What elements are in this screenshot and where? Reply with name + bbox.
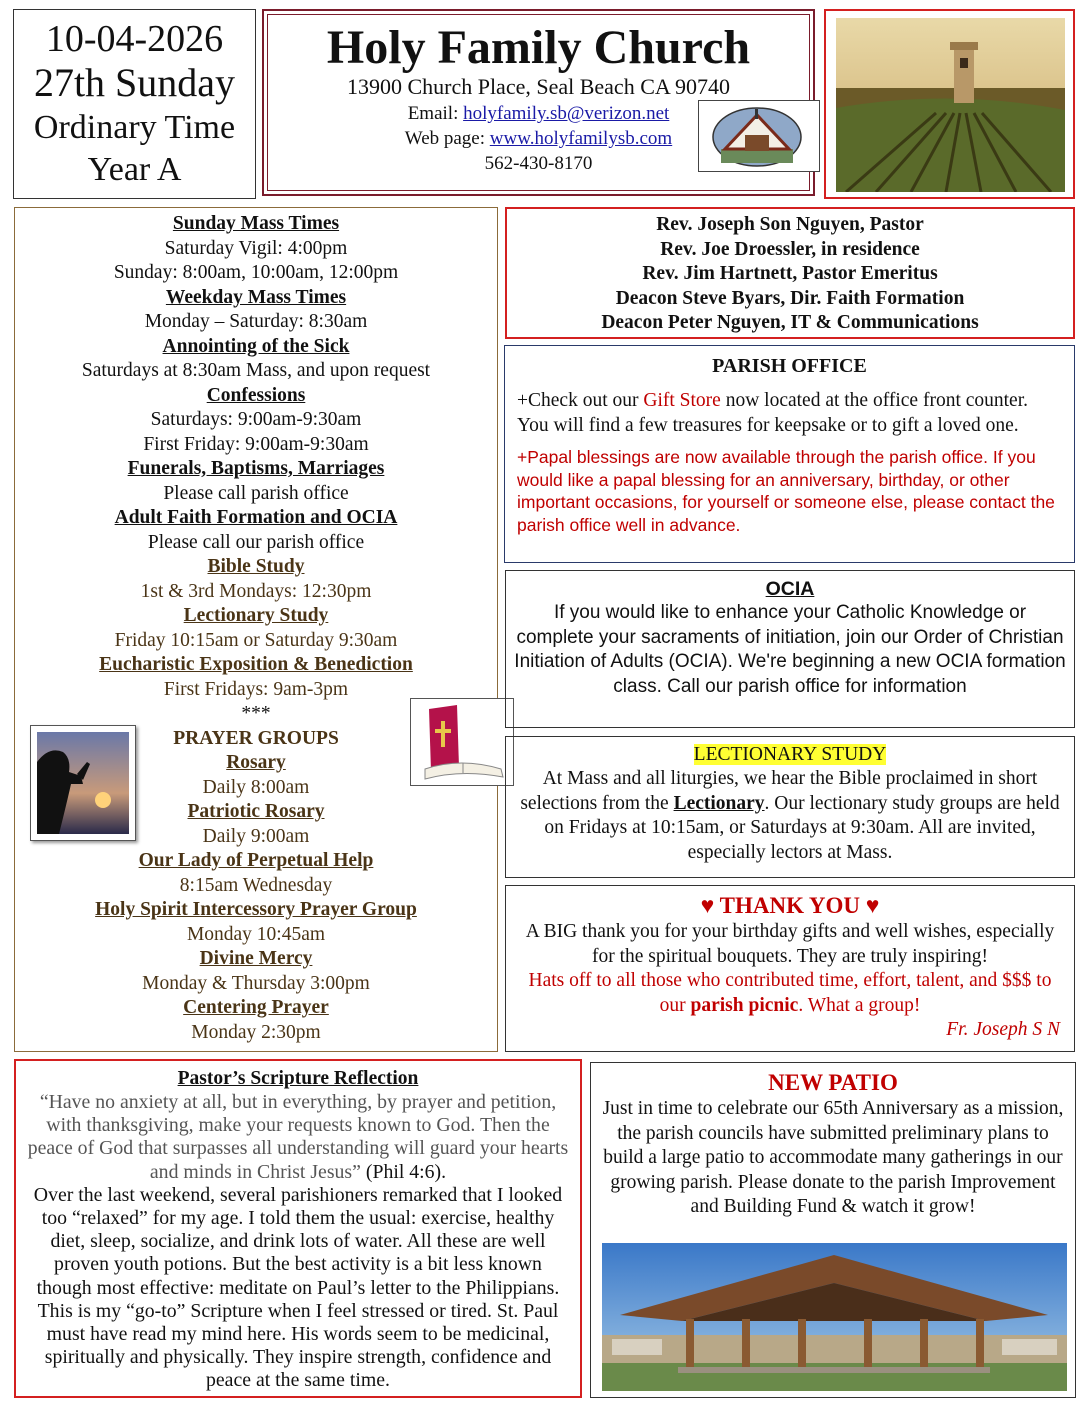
holy-spirit-text: Monday 10:45am	[186, 923, 326, 945]
rosary-text: Daily 8:00am	[202, 776, 310, 798]
clergy-deacon-faith: Deacon Steve Byars, Dir. Faith Formation	[615, 287, 965, 309]
thank-you-heading: ♥ THANK YOU ♥	[700, 893, 880, 918]
adult-formation-text: Please call our parish office	[147, 531, 365, 553]
lectionary-book-frame	[410, 698, 514, 786]
funerals-heading: Funerals, Baptisms, Marriages	[127, 458, 385, 479]
church-logo-frame	[698, 100, 820, 172]
email-link[interactable]: holyfamily.sb@verizon.net	[463, 103, 670, 124]
date-box	[13, 9, 256, 199]
centering-prayer-heading: Centering Prayer	[183, 997, 329, 1018]
reflection-body: Over the last weekend, several parishioners remarked that I looked too “relaxed” for my age. I told them the usual: exercise, healthy diet, sleep, socialize, and drink lots of water. All these are well proven youth potions. But the best activity is a bit less known though most effective: meditate on Paul’s letter to the Philippians. This is my “go-to” Scripture when I feel stressed or tired. St. Paul must have read my mind here. His words seem to be medicinal, spiritually and physically. They inspire strength, confidence and peace at the same time.	[33, 1183, 563, 1392]
confessions-saturday: Saturdays: 9:00am-9:30am	[150, 409, 362, 430]
weekday-mass-heading: Weekday Mass Times	[165, 286, 347, 308]
gift-store-link: Gift Store	[643, 390, 721, 411]
rosary-heading: Rosary	[226, 752, 286, 773]
church-name: Holy Family Church	[326, 21, 751, 74]
divine-mercy-text: Monday & Thursday 3:00pm	[142, 972, 370, 994]
gift-store-pre: +Check out our	[517, 390, 644, 411]
picnic-pre: Hats off to all those who contributed time, effort, talent, and $$$ to our	[528, 970, 1052, 1016]
lectionary-study-title	[514, 743, 1066, 767]
patriotic-rosary-text: Daily 9:00am	[202, 825, 310, 847]
lectionary-body-pre: At Mass and all liturgies, we hear the Bible proclaimed in short selections from the	[520, 768, 1038, 814]
church-logo-image	[699, 101, 819, 171]
praying-image	[37, 732, 129, 834]
adult-formation-heading: Adult Faith Formation and OCIA	[114, 507, 398, 528]
sunday-times: Sunday: 8:00am, 10:00am, 12:00pm	[113, 262, 399, 283]
liturgical-season: Ordinary Time	[33, 109, 236, 146]
thank-you-picnic	[514, 969, 1066, 1018]
lectionary-study-text: Friday 10:15am or Saturday 9:30am	[114, 629, 398, 651]
reflection-box	[14, 1059, 582, 1398]
thank-you-text: A BIG thank you for your birthday gifts and well wishes, especially for the spiritual bouquets. They are truly inspiring!	[525, 921, 1055, 967]
clergy-deacon-it: Deacon Peter Nguyen, IT & Communications	[601, 312, 979, 333]
patio-image-frame	[602, 1243, 1067, 1391]
lectionary-book-image	[411, 699, 513, 785]
picnic-bold: parish picnic	[690, 994, 799, 1016]
vineyard-frame	[824, 9, 1075, 199]
lectionary-study-highlight: LECTIONARY STUDY	[693, 744, 887, 765]
bible-study-heading: Bible Study	[207, 556, 305, 577]
reflection-quote: “Have no anxiety at all, but in everything, by prayer and petition, with thanksgiving, make your requests known to God. Then the peace of God that surpasses all understanding will guard your hearts and minds in Christ Jesus”	[27, 1091, 569, 1183]
clergy-in-residence: Rev. Joe Droessler, in residence	[660, 238, 920, 260]
new-patio-text: Just in time to celebrate our 65th Anniversary as a mission, the parish councils have submitted preliminary plans to build a large patio to accommodate many gatherings in our growing parish. Please donate to the parish Improvement and Building Fund & watch it grow!	[602, 1098, 1064, 1217]
clergy-box	[505, 207, 1075, 339]
sunday-mass-heading: Sunday Mass Times	[172, 213, 340, 234]
parish-office-heading: PARISH OFFICE	[712, 355, 867, 377]
reflection-citation: (Phil 4:6).	[360, 1160, 447, 1183]
sunday-title: 27th Sunday	[33, 60, 236, 105]
thank-you-box	[505, 885, 1075, 1052]
lectionary-body-bold: Lectionary	[673, 792, 765, 814]
gift-store-text	[517, 389, 1062, 438]
prayer-groups-heading: PRAYER GROUPS	[173, 727, 339, 749]
eucharistic-heading: Eucharistic Exposition & Benediction	[99, 654, 413, 675]
saturday-vigil: Saturday Vigil: 4:00pm	[164, 237, 348, 259]
papal-blessing-text: +Papal blessings are now available through the parish office. If you would like a papal blessing for an anniversary, birthday, or other important occasions, for yourself or someone else, please contact the parish office well in advance.	[517, 447, 1055, 535]
patriotic-rosary-heading: Patriotic Rosary	[187, 801, 325, 822]
church-address: 13900 Church Place, Seal Beach CA 90740	[346, 74, 731, 99]
holy-spirit-heading: Holy Spirit Intercessory Prayer Group	[95, 899, 417, 920]
web-link[interactable]: www.holyfamilysb.com	[489, 128, 673, 149]
new-patio-heading: NEW PATIO	[768, 1070, 898, 1095]
anointing-text: Saturdays at 8:30am Mass, and upon request	[81, 360, 431, 381]
bible-study-text: 1st & 3rd Mondays: 12:30pm	[140, 580, 372, 602]
anointing-heading: Annointing of the Sick	[162, 335, 350, 357]
clergy-pastor: Rev. Joseph Son Nguyen, Pastor	[656, 214, 924, 235]
lectionary-body-post: . Our lectionary study groups are held on Fridays at 10:15am, or Saturdays at 9:30am. All are invited, especially lectors at Mass.	[544, 792, 1060, 863]
perpetual-help-heading: Our Lady of Perpetual Help	[138, 850, 374, 871]
lectionary-study-body	[514, 767, 1066, 865]
reflection-heading: Pastor’s Scripture Reflection	[177, 1068, 419, 1089]
ocia-heading: OCIA	[765, 578, 815, 600]
section-divider: ***	[241, 703, 271, 724]
reflection-quote-paragraph	[26, 1091, 570, 1184]
ocia-text: If you would like to enhance your Catholic Knowledge or complete your sacraments of initiation, join our Order of Christian Initiation of Adults (OCIA). We're beginning a new OCIA formation class. Call our parish office for information	[514, 602, 1066, 697]
thank-you-signature: Fr. Joseph S N	[946, 1019, 1060, 1040]
gift-store-post: now located at the office front counter. You will find a few treasures for keepsake or to gift a loved one.	[517, 390, 1029, 436]
confessions-friday: First Friday: 9:00am-9:30am	[143, 433, 369, 455]
phone-number: 562-430-8170	[484, 153, 593, 174]
praying-image-frame	[30, 725, 136, 841]
lectionary-study-heading: Lectionary Study	[183, 605, 329, 626]
liturgical-year: Year A	[87, 151, 182, 188]
web-label: Web page:	[404, 128, 486, 149]
weekday-times: Monday – Saturday: 8:30am	[144, 311, 368, 332]
email-label: Email:	[407, 103, 459, 124]
perpetual-help-text: 8:15am Wednesday	[179, 874, 333, 896]
patio-image	[602, 1243, 1067, 1391]
clergy-pastor-emeritus: Rev. Jim Hartnett, Pastor Emeritus	[642, 263, 938, 284]
centering-prayer-text: Monday 2:30pm	[191, 1021, 321, 1043]
schedule-box	[14, 207, 498, 1052]
eucharistic-text: First Fridays: 9am-3pm	[163, 678, 349, 700]
parish-office-box	[504, 345, 1075, 563]
funerals-text: Please call parish office	[163, 482, 349, 504]
ocia-box	[505, 570, 1075, 728]
vineyard-image	[836, 18, 1065, 192]
picnic-post: . What a group!	[798, 994, 921, 1016]
lectionary-study-box	[505, 736, 1075, 878]
divine-mercy-heading: Divine Mercy	[199, 948, 313, 969]
bulletin-date: 10-04-2026	[45, 18, 224, 60]
confessions-heading: Confessions	[206, 384, 306, 406]
